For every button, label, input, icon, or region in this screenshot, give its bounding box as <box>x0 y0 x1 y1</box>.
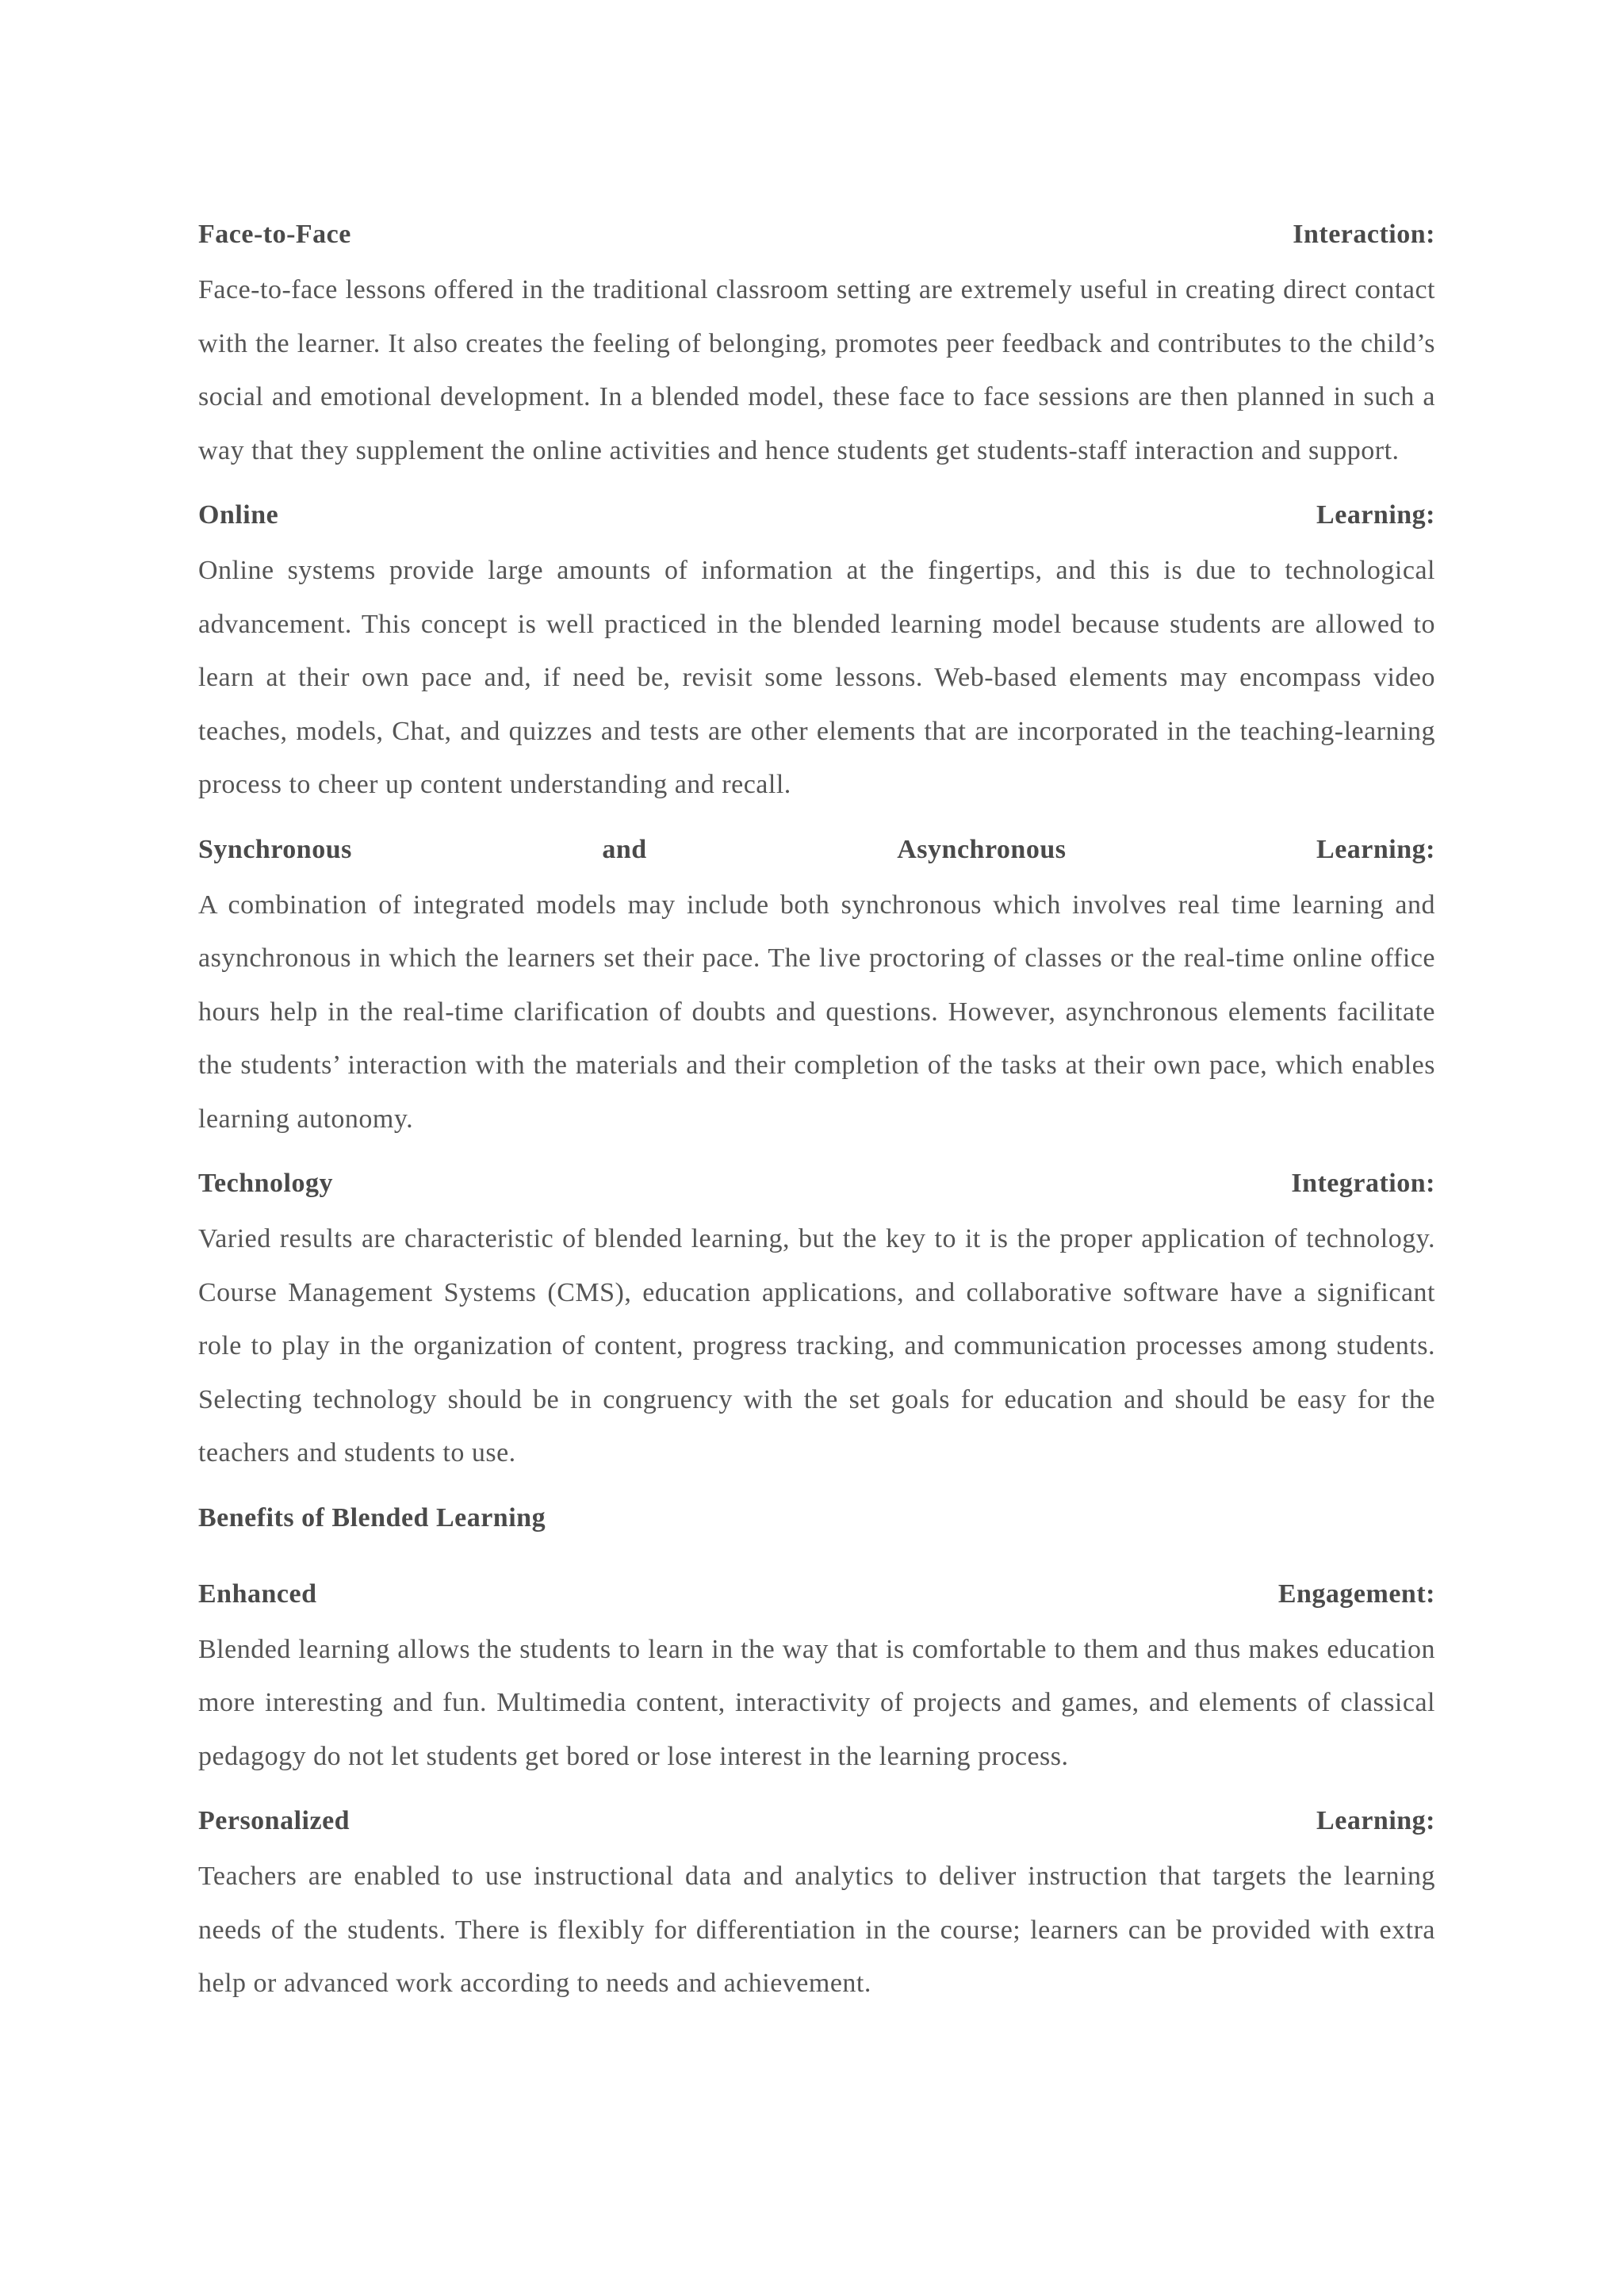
section-sync-async <box>198 834 1435 1146</box>
section-heading <box>198 499 1435 531</box>
heading-word: Face-to-Face <box>198 220 351 249</box>
section-technology-integration <box>198 1168 1435 1480</box>
heading-word: Integration: <box>1291 1169 1435 1198</box>
heading-word: Asynchronous <box>897 834 1067 864</box>
section-heading <box>198 219 1435 251</box>
heading-word: Learning: <box>1316 834 1435 864</box>
heading-word: Technology <box>198 1169 334 1198</box>
section-body: Online systems provide large amounts of information at the fingertips, and this is due to technological advancement. This concept is well practiced in the blended learning model because students are allowed to learn at their own pace and, if need be, revisit some lessons. Web-based elements may encompass video teaches, models, Chat, and quizzes and tests are other elements that are incorporated in the teaching-learning process to cheer up content understanding and recall. <box>198 556 1435 799</box>
section-body: Teachers are enabled to use instructional data and analytics to deliver instruction that targets the learning needs of the students. There is flexibly for differentiation in the course; learners can be provided with extra help or advanced work according to needs and achievement. <box>198 1862 1435 1998</box>
benefits-heading: Benefits of Blended Learning <box>198 1502 546 1533</box>
heading-word: Interaction: <box>1293 220 1435 249</box>
section-body: Blended learning allows the students to learn in the way that is comfortable to them and thus makes education more interesting and fun. Multimedia content, interactivity of projects and games, and elements of classical pedagogy do not let students get bored or lose interest in the learning process. <box>198 1634 1435 1771</box>
section-personalized-learning <box>198 1805 1435 2011</box>
section-heading <box>198 1578 1435 1610</box>
heading-word: Personalized <box>198 1806 350 1835</box>
section-enhanced-engagement <box>198 1578 1435 1784</box>
section-body: Varied results are characteristic of blended learning, but the key to it is the proper application of technology. Course Management Systems (CMS), education applications, and collaborative software have a significant role to play in the organization of content, progress tracking, and communication processes among students. Selecting technology should be in congruency with the set goals for education and should be easy for the teachers and students to use. <box>198 1224 1435 1468</box>
document-page <box>198 219 1435 2033</box>
section-heading <box>198 834 1435 866</box>
heading-word: Online <box>198 500 279 530</box>
heading-word: Engagement: <box>1277 1578 1435 1609</box>
heading-word: Enhanced <box>198 1578 317 1609</box>
section-heading <box>198 1805 1435 1837</box>
section-body: A combination of integrated models may include both synchronous which involves real time learning and asynchronous in which the learners set their pace. The live proctoring of classes or the real-time online office hours help in the real-time clarification of doubts and questions. However, asynchronous elements facilitate the students’ interaction with the materials and their completion of the tasks at their own pace, which enables learning autonomy. <box>198 890 1435 1134</box>
section-body: Face-to-face lessons offered in the traditional classroom setting are extremely useful in creating direct contact with the learner. It also creates the feeling of belonging, promotes peer feedback and contributes to the child’s social and emotional development. In a blended model, these face to face sessions are then planned in such a way that they supplement the online activities and hence students get students-staff interaction and support. <box>198 275 1435 465</box>
section-online-learning <box>198 499 1435 812</box>
heading-word: and <box>602 834 647 864</box>
heading-word: Learning: <box>1316 500 1435 530</box>
heading-word: Synchronous <box>198 834 352 864</box>
section-face-to-face <box>198 219 1435 477</box>
section-heading <box>198 1168 1435 1200</box>
heading-word: Learning: <box>1316 1806 1435 1835</box>
